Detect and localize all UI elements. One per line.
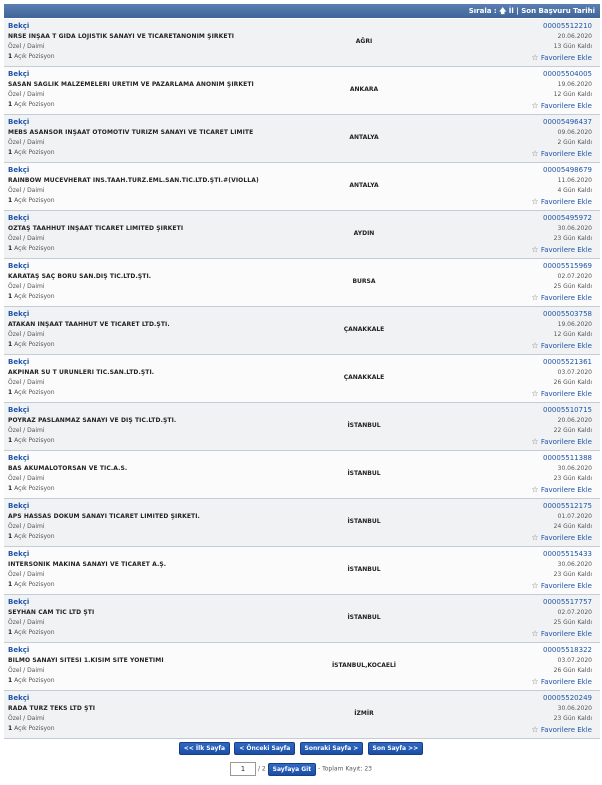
job-row: [4, 307, 600, 355]
job-code-link[interactable]: 00005518322: [543, 646, 592, 654]
job-row: [4, 547, 600, 595]
job-city: İSTANBUL,KOCAELİ: [331, 662, 397, 669]
add-favorite-label: Favorilere Ekle: [540, 342, 592, 350]
sort-bar: [4, 4, 600, 18]
job-code-link[interactable]: 00005515969: [543, 262, 592, 270]
job-code-link[interactable]: 00005503758: [543, 310, 592, 318]
company-name: ÖZTAŞ TAAHHÜT İNŞAAT TİCARET LİMİTED ŞİRKETİ: [8, 225, 184, 232]
days-left: 12 Gün Kaldı: [553, 91, 592, 98]
positions-count: 1: [8, 245, 13, 252]
deadline-date: 01.07.2020: [557, 513, 592, 520]
job-city: ÇANAKKALE: [343, 374, 385, 381]
add-favorite-label: Favorilere Ekle: [540, 246, 592, 254]
days-left: 22 Gün Kaldı: [553, 427, 592, 434]
open-positions: [8, 533, 55, 540]
job-type: Özel / Daimi: [8, 379, 45, 386]
page-jump: [0, 762, 602, 776]
company-name: BAS AKÜMALÖTÖRSAN VE TİC.A.S.: [8, 465, 128, 472]
star-icon: ☆: [531, 245, 539, 254]
job-type: Özel / Daimi: [8, 283, 45, 290]
deadline-date: 30.06.2020: [557, 225, 592, 232]
next-page-button[interactable]: Sonraki Sayfa >: [300, 742, 364, 755]
sort-by-city-link[interactable]: İl: [508, 7, 514, 15]
add-favorite-button[interactable]: [531, 581, 592, 590]
positions-label: Açık Pozisyon: [14, 101, 55, 108]
open-positions: [8, 245, 55, 252]
job-title-link[interactable]: Bekçi: [8, 214, 30, 222]
positions-label: Açık Pozisyon: [14, 581, 55, 588]
positions-count: 1: [8, 53, 13, 60]
job-city: İZMİR: [354, 710, 374, 717]
job-type: Özel / Daimi: [8, 91, 45, 98]
open-positions: [8, 485, 55, 492]
job-title-link[interactable]: Bekçi: [8, 694, 30, 702]
company-name: RAINBOW MÜCEVHERAT İNS.TAAH.TURZ.EML.SAN.TİC.LTD.ŞTİ.#(VİOLLA): [8, 177, 259, 184]
add-favorite-button[interactable]: [531, 197, 592, 206]
open-positions: [8, 197, 55, 204]
days-left: 12 Gün Kaldı: [553, 331, 592, 338]
positions-count: 1: [8, 101, 13, 108]
deadline-date: 20.06.2020: [557, 33, 592, 40]
positions-label: Açık Pozisyon: [14, 197, 55, 204]
job-type: Özel / Daimi: [8, 523, 45, 530]
days-left: 25 Gün Kaldı: [553, 283, 592, 290]
go-to-page-button[interactable]: Sayfaya Git: [268, 763, 316, 776]
total-records: - Toplam Kayıt: 23: [318, 765, 372, 773]
add-favorite-label: Favorilere Ekle: [540, 294, 592, 302]
add-favorite-label: Favorilere Ekle: [540, 582, 592, 590]
add-favorite-button[interactable]: [531, 437, 592, 446]
job-row: [4, 691, 600, 739]
job-type: Özel / Daimi: [8, 571, 45, 578]
company-name: NRSE İNŞAA T GIDA LOJİSTİK SANAYİ VE TİCARETANONİM ŞİRKETİ: [8, 33, 235, 40]
sort-separator: |: [516, 7, 519, 15]
job-row: [4, 451, 600, 499]
job-title-link[interactable]: Bekçi: [8, 454, 30, 462]
job-type: Özel / Daimi: [8, 331, 45, 338]
add-favorite-label: Favorilere Ekle: [540, 390, 592, 398]
job-city: İSTANBUL: [347, 614, 381, 621]
positions-label: Açık Pozisyon: [14, 533, 55, 540]
days-left: 13 Gün Kaldı: [553, 43, 592, 50]
job-code-link[interactable]: 00005521361: [543, 358, 592, 366]
deadline-date: 30.06.2020: [557, 465, 592, 472]
deadline-date: 19.06.2020: [557, 321, 592, 328]
add-favorite-button[interactable]: [531, 245, 592, 254]
days-left: 23 Gün Kaldı: [553, 571, 592, 578]
open-positions: [8, 389, 55, 396]
job-row: [4, 163, 600, 211]
job-row: [4, 499, 600, 547]
deadline-date: 02.07.2020: [557, 609, 592, 616]
job-city: İSTANBUL: [347, 422, 381, 429]
positions-count: 1: [8, 149, 13, 156]
first-page-button[interactable]: << İlk Sayfa: [179, 742, 230, 755]
days-left: 23 Gün Kaldı: [553, 475, 592, 482]
job-city: ANTALYA: [349, 182, 379, 189]
add-favorite-button[interactable]: [531, 293, 592, 302]
open-positions: [8, 341, 55, 348]
deadline-date: 30.06.2020: [557, 705, 592, 712]
job-title-link[interactable]: Bekçi: [8, 598, 30, 606]
add-favorite-label: Favorilere Ekle: [540, 486, 592, 494]
star-icon: ☆: [531, 581, 539, 590]
pagination: [0, 742, 602, 755]
job-type: Özel / Daimi: [8, 43, 45, 50]
add-favorite-button[interactable]: [531, 389, 592, 398]
job-row: [4, 643, 600, 691]
job-city: İSTANBUL: [347, 470, 381, 477]
positions-count: 1: [8, 341, 13, 348]
positions-label: Açık Pozisyon: [14, 149, 55, 156]
company-name: AKPINAR SÜ T ÜRÜNLERİ TİC.SAN.LTD.ŞTİ.: [8, 369, 155, 376]
days-left: 26 Gün Kaldı: [553, 667, 592, 674]
star-icon: ☆: [531, 533, 539, 542]
open-positions: [8, 677, 55, 684]
job-title-link[interactable]: Bekçi: [8, 406, 30, 414]
job-row: [4, 259, 600, 307]
star-icon: ☆: [531, 677, 539, 686]
job-row: [4, 211, 600, 259]
job-code-link[interactable]: 00005511388: [543, 454, 592, 462]
add-favorite-button[interactable]: [531, 485, 592, 494]
job-type: Özel / Daimi: [8, 139, 45, 146]
star-icon: ☆: [531, 149, 539, 158]
days-left: 23 Gün Kaldı: [553, 715, 592, 722]
job-title-link[interactable]: Bekçi: [8, 22, 30, 30]
job-code-link[interactable]: 00005498679: [543, 166, 592, 174]
add-favorite-label: Favorilere Ekle: [540, 54, 592, 62]
job-row: [4, 67, 600, 115]
star-icon: ☆: [531, 197, 539, 206]
star-icon: ☆: [531, 629, 539, 638]
job-title-link[interactable]: Bekçi: [8, 502, 30, 510]
job-city: ÇANAKKALE: [343, 326, 385, 333]
job-type: Özel / Daimi: [8, 427, 45, 434]
job-code-link[interactable]: 00005496437: [543, 118, 592, 126]
job-code-link[interactable]: 00005515433: [543, 550, 592, 558]
job-code-link[interactable]: 00005510715: [543, 406, 592, 414]
job-row: [4, 403, 600, 451]
positions-count: 1: [8, 389, 13, 396]
job-code-link[interactable]: 00005517757: [543, 598, 592, 606]
open-positions: [8, 437, 55, 444]
open-positions: [8, 149, 55, 156]
add-favorite-button[interactable]: [531, 533, 592, 542]
star-icon: ☆: [531, 101, 539, 110]
positions-count: 1: [8, 485, 13, 492]
prev-page-button[interactable]: < Önceki Sayfa: [234, 742, 295, 755]
star-icon: ☆: [531, 389, 539, 398]
add-favorite-label: Favorilere Ekle: [540, 534, 592, 542]
days-left: 23 Gün Kaldı: [553, 235, 592, 242]
job-city: İSTANBUL: [347, 518, 381, 525]
add-favorite-label: Favorilere Ekle: [540, 102, 592, 110]
company-name: POYRAZ PASLANMAZ SANAYİ VE DIŞ TİC.LTD.ŞTİ.: [8, 417, 177, 424]
job-city: AYDIN: [353, 230, 375, 237]
company-name: BİLMO SANAYİ SİTESİ 1.KISIM SİTE YÖNETİMİ: [8, 657, 164, 664]
positions-count: 1: [8, 533, 13, 540]
add-favorite-button[interactable]: [531, 101, 592, 110]
deadline-date: 03.07.2020: [557, 369, 592, 376]
page-number-input[interactable]: 1: [230, 762, 256, 776]
positions-label: Açık Pozisyon: [14, 53, 55, 60]
job-city: İSTANBUL: [347, 566, 381, 573]
company-name: RADA TURZ TEKS LTD ŞTİ: [8, 705, 96, 712]
positions-label: Açık Pozisyon: [14, 389, 55, 396]
days-left: 4 Gün Kaldı: [557, 187, 592, 194]
deadline-date: 02.07.2020: [557, 273, 592, 280]
job-row: [4, 355, 600, 403]
open-positions: [8, 101, 55, 108]
positions-count: 1: [8, 293, 13, 300]
add-favorite-button[interactable]: [531, 677, 592, 686]
deadline-date: 11.06.2020: [557, 177, 592, 184]
job-city: ANTALYA: [349, 134, 379, 141]
company-name: MEBS ASANSÖR İNŞAAT OTOMOTİV TURİZM SANAYİ VE TİCARET LİMİTE: [8, 129, 254, 136]
job-type: Özel / Daimi: [8, 667, 45, 674]
company-name: İNTERSONİK MAKİNA SANAYİ VE TİCARET A.Ş.: [8, 561, 167, 568]
positions-label: Açık Pozisyon: [14, 293, 55, 300]
job-row: [4, 19, 600, 67]
days-left: 25 Gün Kaldı: [553, 619, 592, 626]
job-list: [4, 19, 600, 739]
star-icon: ☆: [531, 341, 539, 350]
deadline-date: 09.06.2020: [557, 129, 592, 136]
days-left: 24 Gün Kaldı: [553, 523, 592, 530]
positions-label: Açık Pozisyon: [14, 725, 55, 732]
star-icon: ☆: [531, 485, 539, 494]
days-left: 26 Gün Kaldı: [553, 379, 592, 386]
job-title-link[interactable]: Bekçi: [8, 118, 30, 126]
star-icon: ☆: [531, 437, 539, 446]
sort-label: Sırala :: [468, 7, 497, 15]
add-favorite-button[interactable]: [531, 341, 592, 350]
job-code-link[interactable]: 00005520249: [543, 694, 592, 702]
open-positions: [8, 629, 55, 636]
job-city: BURSA: [352, 278, 376, 285]
job-row: [4, 595, 600, 643]
positions-label: Açık Pozisyon: [14, 629, 55, 636]
company-name: ATAKAN İNŞAAT TAAHHÜT VE TİCARET LTD.ŞTİ.: [8, 321, 170, 328]
positions-label: Açık Pozisyon: [14, 341, 55, 348]
add-favorite-button[interactable]: [531, 53, 592, 62]
job-title-link[interactable]: Bekçi: [8, 310, 30, 318]
job-code-link[interactable]: 00005512210: [543, 22, 592, 30]
job-title-link[interactable]: Bekçi: [8, 166, 30, 174]
open-positions: [8, 53, 55, 60]
positions-count: 1: [8, 677, 13, 684]
open-positions: [8, 581, 55, 588]
add-favorite-label: Favorilere Ekle: [540, 438, 592, 446]
positions-label: Açık Pozisyon: [14, 437, 55, 444]
deadline-date: 03.07.2020: [557, 657, 592, 664]
positions-label: Açık Pozisyon: [14, 245, 55, 252]
company-name: SASAN SAĞLIK MALZEMELERİ ÜRETİM VE PAZARLAMA ANONİM ŞİRKETİ: [8, 81, 254, 88]
company-name: APS HASSAS DÖKÜM SANAYİ TİCARET LİMİTED ŞİRKETİ.: [8, 513, 200, 520]
job-type: Özel / Daimi: [8, 235, 45, 242]
job-title-link[interactable]: Bekçi: [8, 358, 30, 366]
job-title-link[interactable]: Bekçi: [8, 550, 30, 558]
positions-count: 1: [8, 581, 13, 588]
positions-count: 1: [8, 197, 13, 204]
job-title-link[interactable]: Bekçi: [8, 70, 30, 78]
job-code-link[interactable]: 00005504005: [543, 70, 592, 78]
sort-arrow-up-icon[interactable]: 🡅: [499, 7, 507, 15]
add-favorite-label: Favorilere Ekle: [540, 150, 592, 158]
job-row: [4, 115, 600, 163]
deadline-date: 20.06.2020: [557, 417, 592, 424]
job-code-link[interactable]: 00005512175: [543, 502, 592, 510]
add-favorite-label: Favorilere Ekle: [540, 630, 592, 638]
job-type: Özel / Daimi: [8, 187, 45, 194]
add-favorite-label: Favorilere Ekle: [540, 726, 592, 734]
deadline-date: 30.06.2020: [557, 561, 592, 568]
job-code-link[interactable]: 00005495972: [543, 214, 592, 222]
job-title-link[interactable]: Bekçi: [8, 262, 30, 270]
open-positions: [8, 293, 55, 300]
star-icon: ☆: [531, 725, 539, 734]
positions-label: Açık Pozisyon: [14, 485, 55, 492]
positions-count: 1: [8, 629, 13, 636]
job-title-link[interactable]: Bekçi: [8, 646, 30, 654]
total-pages: / 2: [257, 765, 266, 773]
job-type: Özel / Daimi: [8, 619, 45, 626]
add-favorite-label: Favorilere Ekle: [540, 198, 592, 206]
company-name: KARATAŞ SAÇ BORU SAN.DIŞ TİC.LTD.ŞTİ.: [8, 273, 152, 280]
company-name: SEYHAN CAM TİC LTD ŞTİ: [8, 609, 95, 616]
star-icon: ☆: [531, 53, 539, 62]
days-left: 2 Gün Kaldı: [557, 139, 592, 146]
positions-label: Açık Pozisyon: [14, 677, 55, 684]
job-type: Özel / Daimi: [8, 475, 45, 482]
add-favorite-label: Favorilere Ekle: [540, 678, 592, 686]
add-favorite-button[interactable]: [531, 149, 592, 158]
add-favorite-button[interactable]: [531, 629, 592, 638]
positions-count: 1: [8, 437, 13, 444]
job-city: AĞRI: [355, 38, 373, 45]
job-type: Özel / Daimi: [8, 715, 45, 722]
star-icon: ☆: [531, 293, 539, 302]
sort-by-deadline-link[interactable]: Son Başvuru Tarihi: [521, 7, 595, 15]
deadline-date: 19.06.2020: [557, 81, 592, 88]
add-favorite-button[interactable]: [531, 725, 592, 734]
job-city: ANKARA: [349, 86, 379, 93]
positions-count: 1: [8, 725, 13, 732]
last-page-button[interactable]: Son Sayfa >>: [368, 742, 424, 755]
open-positions: [8, 725, 55, 732]
